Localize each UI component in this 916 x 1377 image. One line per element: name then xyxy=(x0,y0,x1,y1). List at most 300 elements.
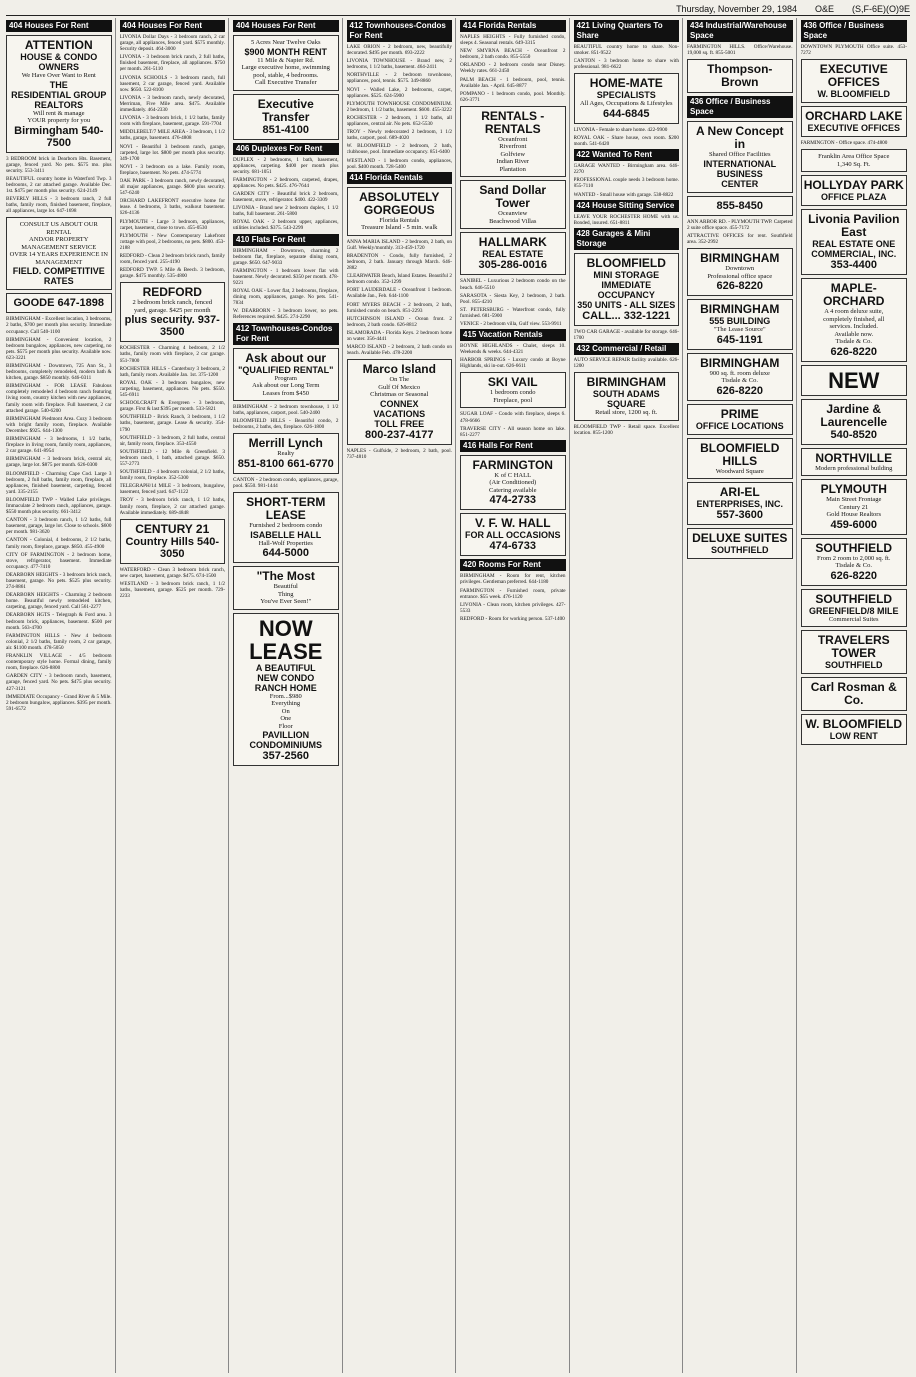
classified-ad: CITY OF FARMINGTON - 2 bedroom home, stove, refrigerator, basement. Immediate occupancy. 477-7410 xyxy=(6,551,112,570)
display-ad-line: TRAVELERS TOWER xyxy=(817,633,890,661)
display-ad-line: "The Lease Source" xyxy=(713,326,766,334)
display-ad-line: Florida Rentals xyxy=(379,216,420,224)
display-ad-line: VACATIONS xyxy=(373,408,426,419)
display-ad-line: CONDOMINIUMS xyxy=(249,740,322,751)
display-ad-line: Woodward Square xyxy=(715,467,764,475)
display-ad-line: Marco Island xyxy=(362,362,436,377)
display-ad-line: Commercial Suites xyxy=(828,615,879,623)
display-ad-line: Downtown xyxy=(725,265,755,273)
classified-ad: LAKE ORION - 2 bedroom, new, beautifully decorated. $495 per month. 693-2222 xyxy=(346,44,452,57)
display-ad-line: 353-4400 xyxy=(830,259,877,272)
display-ad-line: One xyxy=(280,715,292,723)
classified-ad: BIRMINGHAM - 2 bedroom townhouse, 1 1/2 baths, appliances, carport, pool. 540-2400 xyxy=(233,404,339,417)
masthead-page: (S,F-6E)(O)9E xyxy=(851,4,910,14)
display-ad-line: Leases from $450 xyxy=(262,389,310,397)
classified-ad: 3 BEDROOM brick in Dearborn Hts. Basement, garage, fenced yard. No pets. $575 mo. plus security. 553-3411 xyxy=(6,155,112,174)
classified-ad: WATERFORD - Clean 3 bedroom brick ranch, new carpet, basement, garage. $475. 674-1500 xyxy=(119,566,225,579)
display-ad xyxy=(687,248,793,296)
classified-ad: FRANKLIN VILLAGE - 4/5 bedroom contemporary style home. Formal dining, family room, fireplace. 626-8800 xyxy=(6,653,112,672)
classified-ad: LEAVE YOUR ROCHESTER HOME with us. Bonded, insured. 651-8811 xyxy=(573,213,679,226)
display-ad-line: Franklin Area Office Space xyxy=(818,153,890,161)
display-ad-line: BIRMINGHAM xyxy=(700,355,780,370)
section-header: 420 Rooms For Rent xyxy=(460,559,566,571)
display-ad-line: Thing xyxy=(277,590,294,598)
display-ad-line: You've Ever Seen!" xyxy=(260,598,312,606)
masthead-date: Thursday, November 29, 1984 xyxy=(676,4,797,14)
display-ad-line: Floor xyxy=(278,722,293,730)
display-ad-line: ABSOLUTELY GORGEOUS xyxy=(359,189,440,217)
classified-ad: HARBOR SPRINGS - Luxury condo at Boyne Highlands, ski in-out. 626-6611 xyxy=(460,357,566,370)
display-ad xyxy=(687,528,793,559)
classified-ad: NORTHVILLE - 2 bedroom townhouse, appliances, pool, tennis. $575. 349-8860 xyxy=(346,72,452,85)
column-2 xyxy=(120,18,230,1373)
display-ad-line: IMMEDIATE OCCUPANCY xyxy=(597,279,655,300)
classified-ad: BLOOMFIELD - Charming Cape Cod. Large 3 bedroom, 2 full baths, family room, fireplace, all appliances, finished basement, carpeting, fenced yard. 335-2155 xyxy=(6,470,112,495)
classified-ad: BOYNE HIGHLANDS - Chalet, sleeps 10. Weekends & weeks. 644-4321 xyxy=(460,343,566,356)
classified-columns xyxy=(6,18,910,1373)
display-ad-line: Tisdale & Co. xyxy=(835,338,872,346)
display-ad-line: MINI STORAGE xyxy=(593,269,660,280)
classified-ad: NEW SMYRNA BEACH - Oceanfront 2 bedroom, 2 bath condo. 855-5550 xyxy=(460,48,566,61)
display-ad-line: REALTORS xyxy=(34,99,84,110)
section-header: 412 Townhouses-Condos For Rent xyxy=(233,323,339,345)
column-4 xyxy=(347,18,457,1373)
classified-ad: SOUTHFIELD - 3 bedroom, 2 full baths, central air, family room, fireplace. 353-4550 xyxy=(119,434,225,447)
display-ad-line: RENTALS - RENTALS xyxy=(481,108,545,136)
display-ad-line: OFFICE LOCATIONS xyxy=(695,420,784,431)
display-ad-line: RANCH HOME xyxy=(254,682,317,693)
display-ad-line: Sand Dollar Tower xyxy=(479,183,547,211)
display-ad-line: From...$980 xyxy=(269,692,302,700)
classified-ad: FORT LAUDERDALE - Oceanfront 1 bedroom. Available Jan., Feb. 644-1100 xyxy=(346,287,452,300)
display-ad xyxy=(233,566,339,610)
display-ad-line: All Ages, Occupations & Lifestyles xyxy=(579,100,673,108)
display-ad xyxy=(801,538,908,586)
section-header: 432 Commercial / Retail xyxy=(574,343,680,355)
display-ad xyxy=(460,232,566,275)
display-ad-line: CENTURY 21 xyxy=(135,521,210,536)
classified-ad: BLOOMFIELD TWP - Walled Lake privileges. Immaculate 2 bedroom ranch, appliances, garage. $550 month plus security. 661-3412 xyxy=(6,496,112,516)
classified-ad: LIVONIA TOWNHOUSE - Brand new, 2 bedrooms, 1 1/2 baths, basement. 464-2411 xyxy=(346,58,452,71)
classified-ad: FARMINGTON HILLS. Office/Warehouse. 19,000 sq. ft. 855-5001 xyxy=(687,44,793,57)
display-ad xyxy=(233,433,339,474)
column-7 xyxy=(687,18,797,1373)
classified-ad: BIRMINGHAM - 3 bedrooms, 1 1/2 baths, fireplace in living room, family room, appliances, 2 car garage. 641-8954 xyxy=(6,436,112,455)
classified-ad: BIRMINGHAM - Downtown, 725 Ann St., 3 bedrooms, completely remodeled, modern bath & kitchen, garage. $850 monthly. 646-0311 xyxy=(6,363,112,382)
display-ad-line: 357-2560 xyxy=(262,750,309,763)
display-ad-line: SPECIALISTS xyxy=(596,90,656,101)
display-ad xyxy=(460,513,566,556)
display-ad-line: 645-1191 xyxy=(716,333,763,346)
classified-ad: ATTRACTIVE OFFICES for rent. Southfield area. 352-2992 xyxy=(687,232,793,245)
display-ad-line: NEW CONDO xyxy=(257,672,315,683)
classified-ad: PALM BEACH - 1 bedroom, pool, tennis. Available Jan. - April. 645-8877 xyxy=(460,76,566,89)
display-ad-line: REAL ESTATE xyxy=(482,249,544,260)
display-ad-line: SOUTHFIELD xyxy=(815,591,893,606)
classified-ad: SOUTHFIELD - 4 bedroom colonial, 2 1/2 baths, family room, fireplace. 352-5300 xyxy=(119,469,225,482)
display-ad xyxy=(801,630,908,674)
classified-ad: CANTON - 3 bedroom ranch, 1 1/2 baths, full basement, garage, large lot. Close to schools. $600 per month. 981-3620 xyxy=(6,517,112,536)
section-header: 428 Garages & Mini Storage xyxy=(574,228,680,250)
display-ad-line: Carl Rosman & Co. xyxy=(810,680,897,708)
display-ad-line: ATTENTION xyxy=(24,38,93,52)
classified-ad: SUGAR LOAF - Condo with fireplace, sleeps 6. 478-6666 xyxy=(460,411,566,424)
display-ad-line: 900 sq. ft. room deluxe xyxy=(709,369,770,377)
classified-ad: BEAUTIFUL country home to share. Non-smoker. 851-9522 xyxy=(573,44,679,57)
section-header: 434 Industrial/Warehouse Space xyxy=(687,20,793,42)
display-ad-line: CONSULT US ABOUT OUR RENTAL xyxy=(19,221,98,236)
display-ad-line: Gulf Of Mexico xyxy=(378,383,421,391)
display-ad-line: LEASE xyxy=(249,638,323,664)
display-ad xyxy=(687,59,793,93)
classified-ad: REDFORD - Clean 2 bedroom brick ranch, family room, fenced yard. 255-4190 xyxy=(119,253,225,266)
display-ad-line: ARI-EL xyxy=(719,485,760,500)
classified-ad: ORLANDO - 2 bedroom condo near Disney. Weekly rates. 661-2450 xyxy=(460,62,566,75)
display-ad-line: FOR ALL OCCASIONS xyxy=(464,530,561,541)
display-ad xyxy=(801,175,908,206)
display-ad-line: FARMINGTON xyxy=(472,457,553,472)
display-ad-line: RESIDENTIAL GROUP xyxy=(11,89,107,100)
classified-ad: TELEGRAPH/14 MILE - 3 bedroom, bungalow, basement, fenced yard. 647-1122 xyxy=(119,483,225,496)
classified-ad: BLOOMFIELD TWP - Retail space. Excellent location. 855-1200 xyxy=(573,423,679,436)
display-ad xyxy=(687,299,793,350)
display-ad-line: PLYMOUTH xyxy=(820,482,887,497)
classified-ad: ROCHESTER - Charming 4 bedroom, 2 1/2 baths, family room with fireplace, 2 car garage. 651-7800 xyxy=(119,345,225,364)
display-ad xyxy=(233,35,339,91)
classified-ad: ANN ARBOR RD. - PLYMOUTH TWP. Carpeted 2 suite office space. 455-7172 xyxy=(687,218,793,231)
classified-ad: NOVI - Beautiful 3 bedroom ranch, garage, carpeted, large lot. $800 per month plus security. 349-1700 xyxy=(119,143,225,162)
display-ad xyxy=(687,404,793,435)
classified-ad: DOWNTOWN PLYMOUTH Office suite. 453-7272 xyxy=(800,44,907,57)
display-ad-line: Country Hills 540-3050 xyxy=(125,535,220,560)
display-ad-line: 855-8450 xyxy=(716,199,763,212)
display-ad-line: ENTERPRISES, INC. xyxy=(696,499,783,510)
display-ad-line: Everything xyxy=(271,700,301,708)
display-ad-line: Ask about our xyxy=(245,350,327,365)
display-ad-line: NOW xyxy=(258,615,313,641)
classified-ad: BLOOMFIELD HILLS - Beautiful condo, 2 bedrooms, 2 baths, den, fireplace. 626-1800 xyxy=(233,418,339,431)
display-ad-line: services. Included. xyxy=(829,323,879,331)
display-ad-line: ORCHARD LAKE xyxy=(805,109,903,124)
classified-ad: WESTLAND - 3 bedroom brick ranch, 1 1/2 baths, basement, garage. $525 per month. 729-2233 xyxy=(119,580,225,600)
display-ad xyxy=(801,714,908,745)
display-ad-line: We Have Over Want to Rent xyxy=(21,72,96,79)
display-ad-line: BIRMINGHAM xyxy=(700,251,780,266)
classified-ad: LIVONIA Dollar Days - 3 bedroom ranch, 2 car garage, all appliances, fenced yard. $575 monthly. Security deposit. 464-3000 xyxy=(119,34,225,53)
display-ad-line: A 4 room deluxe suite, xyxy=(824,308,884,316)
display-ad-line: Will rent & manage xyxy=(32,109,85,117)
display-ad-line: Birmingham 540-7500 xyxy=(14,124,104,149)
display-ad xyxy=(233,94,339,140)
display-ad-line: FIELD. COMPETITIVE RATES xyxy=(12,266,105,287)
display-ad xyxy=(233,613,339,767)
classified-ad: BIRMINGHAM - Convenient location, 2 bedroom bungalow, appliances, new carpeting, no pets. $575 per month plus security. Available now. 623-3221 xyxy=(6,336,112,361)
classified-ad: AUTO SERVICE REPAIR facility available. 626-1200 xyxy=(573,357,679,370)
section-header: 414 Florida Rentals xyxy=(347,172,453,184)
classified-ad: LIVONIA - Female to share home. 422-9900 xyxy=(573,126,668,133)
display-ad-line: NEW xyxy=(828,367,880,393)
display-ad-line: Beachwood Villas xyxy=(489,217,537,225)
classified-ad: WESTLAND - 1 bedroom condo, appliances, pool. $400 month. 728-5400 xyxy=(346,157,452,170)
display-ad-line: yard, garage. $425 per month xyxy=(133,306,211,314)
display-ad-line: 1 bedroom condo xyxy=(490,389,536,397)
display-ad-line: COMMERCIAL, INC. xyxy=(811,249,897,260)
classified-ad: SCHOOLCRAFT & Evergreen - 3 bedroom, garage. First & last $395 per month. 533-5821 xyxy=(119,400,225,413)
classified-ad: GARAGE WANTED - Birmingham area. 646-2270 xyxy=(573,163,679,176)
display-ad-line: Retail store, 1200 sq. ft. xyxy=(595,409,658,417)
display-ad xyxy=(233,492,339,563)
display-ad xyxy=(6,293,112,313)
classified-ad: CANTON - 3 bedroom home to share with professional. 981-6622 xyxy=(573,58,679,71)
display-ad-line: Shared Office Facilities xyxy=(708,151,771,159)
classified-ad: ROYAL OAK - 2 bedroom upper, appliances, utilities included. $375. 543-2299 xyxy=(233,219,339,232)
classified-ad: LIVONIA - Clean room, kitchen privileges. 427-5533 xyxy=(460,601,566,614)
section-header: 414 Florida Rentals xyxy=(460,20,566,32)
classified-ad: FARMINGTON - 1 bedroom lower flat with basement. Newly decorated. $350 per month. 478-9221 xyxy=(233,267,339,286)
classified-ad: TRAVERSE CITY - All season home on lake. 851-2277 xyxy=(460,425,566,438)
classified-ad: IMMEDIATE Occupancy - Grand River & 5 Mile. 2 bedroom bungalow, appliances. $395 per month. 591-6572 xyxy=(6,693,112,712)
section-header: 404 Houses For Rent xyxy=(233,20,339,32)
classified-ad: DUPLEX - 2 bedrooms, 1 bath, basement, appliances, carpeting. $400 per month plus security. 681-1051 xyxy=(233,156,339,175)
display-ad xyxy=(687,196,793,216)
classified-ad: REDFORD - Room for working person. 537-1400 xyxy=(460,615,565,622)
classified-ad: BEVERLY HILLS - 3 bedroom ranch, 2 full baths, family room, finished basement, fireplace, all appliances, large lot. 647-1698 xyxy=(6,196,112,215)
classified-ad: GARDEN CITY - Beautiful brick 2 bedroom, basement, stove, refrigerator. $400. 422-3309 xyxy=(233,190,339,204)
classified-ad: LIVONIA - 3 bedroom ranch, newly decorated, Merriman, Five Mile area. $475. Available immediately. 464-2330 xyxy=(119,94,225,114)
classified-ad: HUTCHINSON ISLAND - Ocean front. 2 bedroom, 2 bath condo. 626-8812 xyxy=(346,315,452,328)
display-ad-line: Professional office space xyxy=(707,272,773,280)
display-ad xyxy=(574,372,680,421)
display-ad-line: Thompson-Brown xyxy=(707,62,773,90)
classified-ad: NOVI - Walled Lake, 2 bedrooms, carpet, appliances. $525. 624-5900 xyxy=(346,86,452,99)
section-header: 404 Houses For Rent xyxy=(6,20,112,32)
display-ad-line: CALL... 332-1221 xyxy=(582,309,671,322)
section-header: 421 Living Quarters To Share xyxy=(574,20,680,42)
display-ad-line: 474-2733 xyxy=(489,494,536,507)
display-ad-line: 626-8220 xyxy=(716,384,763,397)
classified-ad: VENICE - 2 bedroom villa, Gulf view. 553-9911 xyxy=(460,321,562,327)
display-ad xyxy=(801,479,908,535)
classified-ad: PROFESSIONAL couple needs 3 bedroom home. 855-7110 xyxy=(573,177,679,190)
display-ad-line: K of C HALL xyxy=(494,471,532,479)
display-ad-line: HOME-MATE xyxy=(589,76,663,91)
display-ad-line: DELUXE SUITES xyxy=(692,531,788,546)
display-ad-line: PRIME xyxy=(720,406,759,421)
column-5 xyxy=(460,18,570,1373)
display-ad-line: INTERNATIONAL xyxy=(703,158,777,169)
display-ad-line: THE xyxy=(49,79,68,90)
display-ad-line: 350 UNITS - ALL SIZES xyxy=(577,299,676,310)
display-ad-line: Fireplace, pool xyxy=(493,396,533,404)
display-ad-line: BIRMINGHAM xyxy=(700,302,780,317)
display-ad-line: OVER 14 YEARS EXPERIENCE IN MANAGEMENT xyxy=(9,251,108,266)
display-ad-line: ISABELLE HALL xyxy=(250,529,322,540)
classified-ad: PLYMOUTH - Large 3 bedroom, appliances, carpet, basement, close to town. 455-0530 xyxy=(119,218,225,231)
section-header: 404 Houses For Rent xyxy=(120,20,226,32)
display-ad-line: 555 BUILDING xyxy=(709,316,771,327)
display-ad-line: OFFICE PLAZA xyxy=(821,192,887,203)
classified-ad: MIDDLEBELT/7 MILE AREA - 3 bedroom, 1 1/2 baths, garage, basement. 476-4808 xyxy=(119,129,225,142)
display-ad-line: 800-237-4177 xyxy=(364,428,434,441)
display-ad xyxy=(801,589,908,628)
display-ad-line: Christmas or Seasonal xyxy=(370,391,429,399)
display-ad-line: "QUALIFIED RENTAL" xyxy=(238,364,334,375)
display-ad xyxy=(801,278,908,362)
display-ad-line: Tisdale & Co. xyxy=(721,377,758,385)
classified-ad: PLYMOUTH TOWNHOUSE CONDOMINIUM. 2 bedroom, 1 1/2 baths, basement. $600. 455-3222 xyxy=(346,100,452,113)
display-ad-line: 626-8220 xyxy=(716,280,763,293)
classified-ad: ST. PETERSBURG - Waterfront condo, fully furnished. 681-5900 xyxy=(460,306,566,319)
classified-ad: BIRMINGHAM - Downtown, charming 2 bedroom flat, fireplace, separate dining room, garage. $650. 647-9033 xyxy=(233,247,339,266)
display-ad-line: BUSINESS xyxy=(716,168,763,179)
display-ad-line: Oceanview xyxy=(498,210,528,218)
display-ad-line: 626-8220 xyxy=(830,569,877,582)
classified-ad: LIVONIA - Brand new 2 bedroom duplex, 1 1/2 baths, full basement. 261-5800 xyxy=(233,205,339,218)
classified-ad: ROYAL OAK - 3 bedroom bungalow, new carpeting, basement, appliances. No pets. $550. 545-6911 xyxy=(119,379,225,399)
display-ad-line: A New Concept in xyxy=(695,124,784,152)
classified-ad: BIRMINGHAM - Excellent location, 3 bedrooms, 2 baths, $700 per month plus security. Immediate occupancy. Call 540-1100 xyxy=(6,316,112,335)
display-ad-line: Gold House Realtors xyxy=(826,511,882,519)
display-ad xyxy=(460,372,566,408)
classified-ad: ANNA MARIA ISLAND - 2 bedroom, 2 bath, on Gulf. Weekly/monthly. 313-459-1720 xyxy=(346,238,452,251)
classified-ad: DEARBORN HEIGHTS - 3 bedroom brick ranch, basement, garage. No pets. $525 plus security. 274-8861 xyxy=(6,571,112,591)
display-ad xyxy=(460,455,566,511)
section-header: 424 House Sitting Service xyxy=(574,200,680,212)
display-ad-line: 1,340 Sq. Ft. xyxy=(837,160,871,168)
display-ad-line: LOW RENT xyxy=(829,731,878,742)
classified-ad: W. DEARBORN - 3 bedroom lower, no pets. References required. $425. 274-2290 xyxy=(233,308,339,321)
column-8 xyxy=(801,18,911,1373)
display-ad-line: CENTER xyxy=(721,178,759,189)
display-ad-line: SKI VAIL xyxy=(487,375,538,390)
display-ad xyxy=(687,121,793,193)
section-header: 406 Duplexes For Rent xyxy=(233,143,339,155)
display-ad-line: SOUTHFIELD xyxy=(711,545,769,556)
display-ad-line: 644-6845 xyxy=(603,107,650,120)
display-ad-line: PAVILLION xyxy=(262,730,310,741)
display-ad xyxy=(233,348,339,402)
display-ad-line: pool, stable, 4 bedrooms. xyxy=(253,71,319,79)
display-ad-line: 851-4100 xyxy=(262,123,309,136)
classified-ad: POMPANO - 1 bedroom condo, pool. Monthly. 626-3771 xyxy=(460,90,566,103)
classified-ad: DEARBORN HEIGHTS - Charming 2 bedroom home. Beautiful newly remodeled kitchen, carpeting, garage, fenced yard. Call 561-2277 xyxy=(6,592,112,611)
classified-ad: BIRMINGHAM - FOR LEASE Fabulous completely remodeled 4 bedroom ranch featuring living room, country kitchen with new appliances, family room with fireplace. Full basement, 2 car attached garage. 540-6200 xyxy=(6,383,112,414)
display-ad-line: From 2 room to 2,000 sq. ft. xyxy=(817,554,891,562)
display-ad-line: SHORT-TERM LEASE xyxy=(246,495,326,523)
classified-ad: ROCHESTER HILLS - Canterbury 3 bedroom, 2 bath, family room. Available Jan. 1st. 375-1200 xyxy=(119,365,225,378)
classified-ad: REDFORD TWP. 5 Mile & Beech. 3 bedroom, garage. $475 monthly. 535-4800 xyxy=(119,267,225,280)
classified-ad: DEARBORN HGTS - Telegraph & Ford area. 3 bedroom brick, appliances, basement. $500 per month. 563-4700 xyxy=(6,612,112,631)
classified-ad: SANIBEL - Luxurious 2 bedroom condo on the beach. 646-5510 xyxy=(460,278,566,291)
display-ad-line: Ask about our Long Term xyxy=(252,382,320,390)
display-ad-line: YOUR property for you xyxy=(27,117,91,124)
display-ad-line: NORTHVILLE xyxy=(815,450,893,465)
display-ad-line: GREENFIELD/8 MILE xyxy=(808,605,899,616)
display-ad xyxy=(801,677,908,711)
classified-ad: ISLAMORADA - Florida Keys. 2 bedroom home on water. 356-4441 xyxy=(346,329,452,342)
display-ad-line: 626-8220 xyxy=(830,345,877,358)
display-ad-line: Riverfront xyxy=(499,143,527,151)
display-ad xyxy=(687,438,793,480)
display-ad-line: Golfview xyxy=(500,150,526,158)
display-ad-line: 459-6000 xyxy=(830,518,877,531)
classified-ad: FARMINGTON - Office space. 474-4800 xyxy=(800,140,888,147)
display-ad-line: Executive Transfer xyxy=(257,96,314,124)
display-ad-line: BIRMINGHAM xyxy=(586,375,666,390)
display-ad xyxy=(801,365,908,396)
display-ad-line: V. F. W. HALL xyxy=(474,516,551,531)
display-ad-line: 557-3600 xyxy=(716,509,763,522)
display-ad xyxy=(6,35,112,153)
display-ad xyxy=(460,106,566,178)
section-header: 410 Flats For Rent xyxy=(233,234,339,246)
display-ad-line: 2 bedroom brick ranch, fenced xyxy=(132,299,213,307)
masthead-edition: O&E xyxy=(814,4,834,14)
display-ad-line: On The xyxy=(389,376,410,384)
display-ad-line: Century 21 xyxy=(839,503,869,511)
display-ad-line: Catering available xyxy=(489,486,537,494)
classified-ad: ROYAL OAK - Share house, own room. $200 month. 541-6420 xyxy=(573,134,679,148)
display-ad-line: W. BLOOMFIELD xyxy=(805,717,903,732)
display-ad xyxy=(801,209,908,275)
classified-ad: NAPLES HEIGHTS - Fully furnished condo, sleeps 4. Seasonal rentals. 649-3315 xyxy=(460,34,566,47)
classified-ad: FARMINGTON HILLS - New 4 bedroom colonial, 2 1/2 baths, family room, 2 car garage, air. $1100 month. 478-5050 xyxy=(6,632,112,651)
display-ad xyxy=(801,448,908,477)
display-ad-line: GOODE 647-1898 xyxy=(13,297,104,310)
display-ad-line: REDFORD xyxy=(142,285,202,300)
section-header: 436 Office / Business Space xyxy=(801,20,908,42)
display-ad-line: 5 Acres Near Twelve Oaks xyxy=(251,39,321,46)
display-ad xyxy=(687,353,793,401)
display-ad-line: Jardine & Laurencelle xyxy=(820,401,888,429)
classified-ad: WANTED - Small house with garage. 538-8822 xyxy=(573,191,674,198)
classified-ad: OAK PARK - 3 bedroom ranch, newly decorated, all major appliances, garage. $600 plus security. 547-6240 xyxy=(119,177,225,197)
display-ad xyxy=(687,482,793,525)
classified-ad: MARCO ISLAND - 2 bedroom, 2 bath condo on beach. Available Feb. 478-2200 xyxy=(346,344,452,357)
classified-ad: BRADENTON - Condo, fully furnished, 2 bedroom, 2 bath. January through March. 646-2882 xyxy=(346,252,452,272)
classified-ad: ORCHARD LAKEFRONT executive home for lease. 4 bedrooms, 3 baths, walkout basement. 626-4136 xyxy=(119,198,225,217)
classified-ad: FORT MYERS BEACH - 2 bedroom, 2 bath, furnished condo on beach. 851-2293 xyxy=(346,301,452,314)
classified-ad: GARDEN CITY - 3 bedroom ranch, basement, garage, fenced yard. No pets. $475 plus security. 427-3121 xyxy=(6,673,112,692)
display-ad xyxy=(574,73,680,124)
section-header: 415 Vacation Rentals xyxy=(460,329,566,341)
display-ad-line: HALLMARK xyxy=(478,235,547,250)
display-ad-line: REAL ESTATE ONE xyxy=(812,239,896,250)
column-1 xyxy=(6,18,116,1373)
display-ad-line: Oceanfront xyxy=(498,135,528,143)
display-ad-line: Hall-Wolf Properties xyxy=(258,539,313,547)
display-ad-line: Livonia Pavilion East xyxy=(808,212,900,240)
display-ad-line: Modern professional building xyxy=(815,464,893,472)
display-ad xyxy=(801,149,908,172)
display-ad-line: "The Most xyxy=(256,569,315,584)
classified-ad: SARASOTA - Siesta Key, 2 bedroom, 2 bath. Pool. 855-4210 xyxy=(460,292,566,305)
display-ad-line: Plantation xyxy=(499,165,526,173)
classified-ad: FARMINGTON - Furnished room, private entrance. $55 week. 476-1120 xyxy=(460,587,566,600)
classified-ad: CANTON - Colonial, 4 bedrooms, 2 1/2 baths, family room, fireplace, garage. $850. 455-4900 xyxy=(6,537,112,550)
classified-ad: BIRMINGHAM - 3 bedroom brick, central air, garage, large lot. $875 per month. 626-0300 xyxy=(6,456,112,469)
classified-ad: ROYAL OAK - Lower flat, 2 bedrooms, fireplace, dining room, appliances, garage. No pets. 541-7834 xyxy=(233,288,339,307)
display-ad-line: Large executive home, swimming xyxy=(241,64,330,71)
column-3 xyxy=(233,18,343,1373)
display-ad-line: 11 Mile & Napier Rd. xyxy=(257,56,315,64)
classified-ad: LIVONIA - 3 bedroom brick ranch, 2 full baths, finished basement, fireplace, all appliances. $750 per month. 261-5110 xyxy=(119,54,225,73)
display-ad-line: 851-8100 661-6770 xyxy=(237,457,334,470)
display-ad-line: plus security. 937-3500 xyxy=(124,314,220,339)
display-ad-line: W. BLOOMFIELD xyxy=(817,89,890,100)
display-ad-line: Realty xyxy=(277,450,295,458)
masthead xyxy=(6,3,910,16)
